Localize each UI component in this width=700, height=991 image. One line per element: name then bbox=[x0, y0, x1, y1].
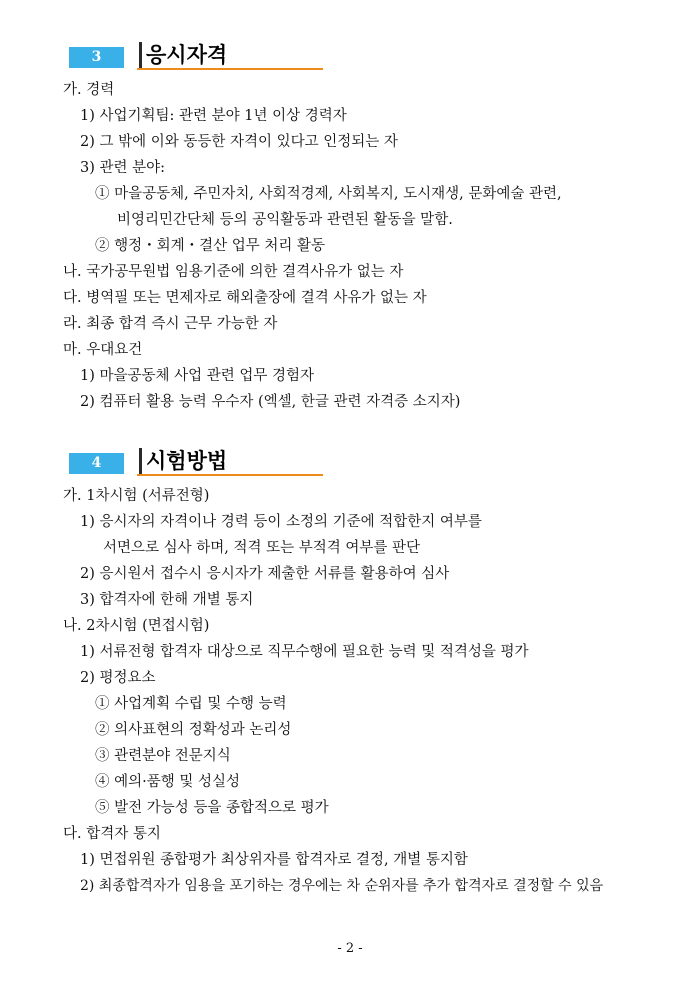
list-item: 가. 1차시험 (서류전형) bbox=[63, 488, 210, 504]
list-item: 1) 응시자의 자격이나 경력 등이 소정의 기준에 적합한지 여부를 bbox=[80, 514, 482, 530]
list-item: 2) 평정요소 bbox=[80, 670, 156, 686]
list-item: 비영리민간단체 등의 공익활동과 관련된 활동을 말함. bbox=[117, 212, 453, 228]
list-item: ① 마을공동체, 주민자치, 사회적경제, 사회복지, 도시재생, 문화예술 관련, bbox=[95, 186, 562, 202]
list-item: 1) 마을공동체 사업 관련 업무 경험자 bbox=[80, 368, 315, 384]
list-item: ② 행정・회계・결산 업무 처리 활동 bbox=[95, 238, 326, 254]
list-item: 라. 최종 합격 즉시 근무 가능한 자 bbox=[63, 316, 278, 332]
list-item: 나. 국가공무원법 임용기준에 의한 결격사유가 없는 자 bbox=[63, 264, 404, 280]
list-item: ④ 예의·품행 및 성실성 bbox=[95, 774, 240, 790]
list-item: 2) 최종합격자가 임용을 포기하는 경우에는 차 순위자를 추가 합격자로 결정할 수 있음 bbox=[80, 878, 604, 894]
list-item: 3) 합격자에 한해 개별 통지 bbox=[80, 592, 254, 608]
section-title: 시험방법 bbox=[139, 448, 326, 475]
list-item: ① 사업계획 수립 및 수행 능력 bbox=[95, 696, 287, 712]
list-item: ③ 관련분야 전문지식 bbox=[95, 748, 231, 764]
section-number: 4 bbox=[69, 453, 124, 474]
list-item: 가. 경력 bbox=[63, 82, 115, 98]
section-title-underline bbox=[137, 474, 323, 476]
list-item: ⑤ 발전 가능성 등을 종합적으로 평가 bbox=[95, 800, 329, 816]
list-item: 서면으로 심사 하며, 적격 또는 부적격 여부를 판단 bbox=[103, 540, 421, 556]
list-item: 1) 사업기획팀: 관련 분야 1년 이상 경력자 bbox=[80, 108, 347, 124]
list-item: 나. 2차시험 (면접시험) bbox=[63, 618, 210, 634]
page-number: - 2 - bbox=[337, 941, 363, 956]
section-title: 응시자격 bbox=[139, 42, 326, 69]
list-item: ② 의사표현의 정확성과 논리성 bbox=[95, 722, 292, 738]
list-item: 다. 합격자 통지 bbox=[63, 826, 161, 842]
list-item: 1) 서류전형 합격자 대상으로 직무수행에 필요한 능력 및 적격성을 평가 bbox=[80, 644, 529, 660]
list-item: 3) 관련 분야: bbox=[80, 160, 166, 176]
list-item: 2) 그 밖에 이와 동등한 자격이 있다고 인정되는 자 bbox=[80, 134, 398, 150]
section-title-underline bbox=[137, 68, 323, 70]
list-item: 1) 면접위원 종합평가 최상위자를 합격자로 결정, 개별 통지함 bbox=[80, 852, 468, 868]
list-item: 2) 응시원서 접수시 응시자가 제출한 서류를 활용하여 심사 bbox=[80, 566, 450, 582]
section-number: 3 bbox=[69, 47, 124, 68]
list-item: 다. 병역필 또는 면제자로 해외출장에 결격 사유가 없는 자 bbox=[63, 290, 427, 306]
list-item: 2) 컴퓨터 활용 능력 우수자 (엑셀, 한글 관련 자격증 소지자) bbox=[80, 394, 461, 410]
list-item: 마. 우대요건 bbox=[63, 342, 143, 358]
